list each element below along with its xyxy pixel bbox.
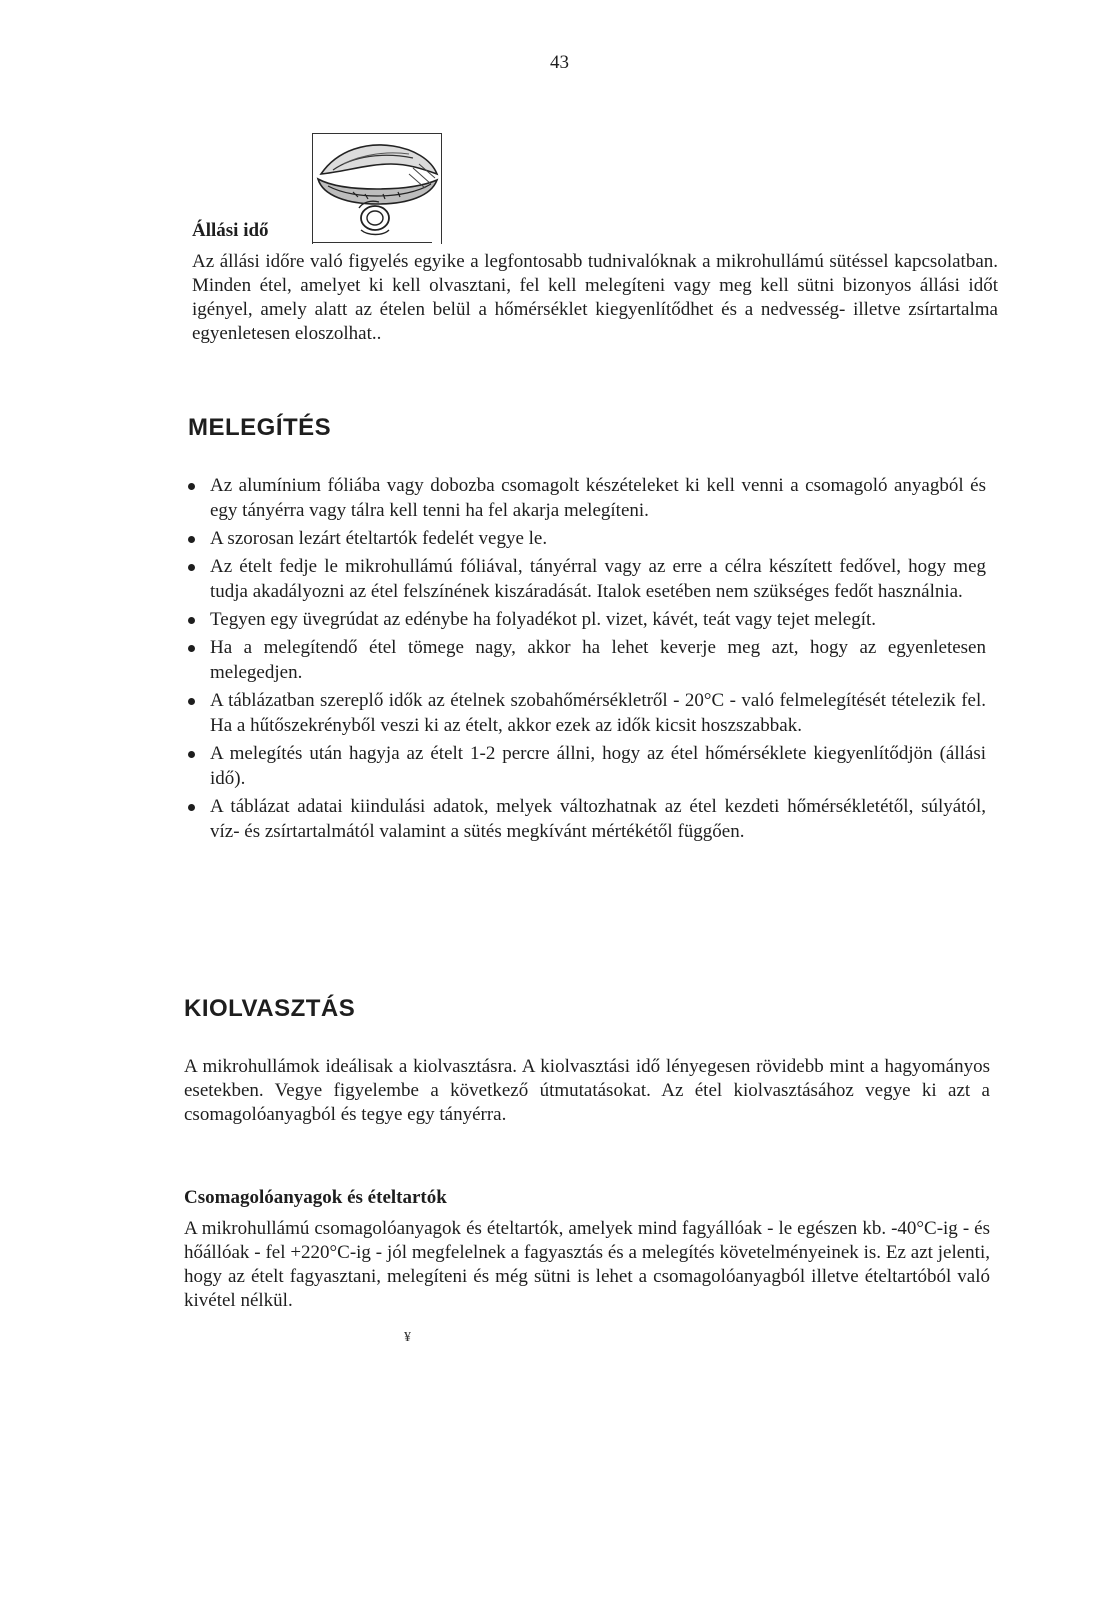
covered-dish-icon <box>312 133 442 244</box>
list-item: Az ételt fedje le mikrohullámú fóliával, tányérral vagy az erre a célra készített fedővel, hogy meg tudja akadályozni az étel felszínének kiszáradását. Italok esetében nem szükséges fedőt használnia. <box>186 554 986 604</box>
heating-title: MELEGÍTÉS <box>188 414 332 441</box>
bullet-icon <box>188 617 195 624</box>
list-item: Az alumínium fóliába vagy dobozba csomagolt készételeket ki kell venni a csomagoló anyagból és egy tányérra vagy tálra kell tenni ha fel akarja melegíteni. <box>186 473 986 523</box>
bullet-icon <box>188 751 195 758</box>
standing-time-paragraph: Az állási időre való figyelés egyike a legfontosabb tudnivalóknak a mikrohullámú sütéssel kapcsolatban. Minden étel, amelyet ki kell olvasztani, fel kell melegíteni vagy meg kell sütni bizonyos állási időt igényel, amely alatt az ételen belül a hőmérséklet kiegyenlítődhet és a nedvesség- illetve zsírtartalma egyenletesen eloszolhat.. <box>192 251 998 344</box>
packaging-heading: Csomagolóanyagok és ételtartók <box>184 1187 447 1208</box>
list-item: A táblázatban szereplő idők az ételnek szobahőmérsékletről - 20°C - való felmelegítését tételezik fel. Ha a hűtőszekrényből veszi ki az ételt, akkor ezek az idők kicsit hoszszabbak. <box>186 688 986 738</box>
packaging-paragraph: A mikrohullámú csomagolóanyagok és ételtartók, amelyek mind fagyállóak - le egészen kb. -40°C-ig - és hőállóak - fel +220°C-ig - jól megfelelnek a fagyasztás és a melegítés követelményeinek is. Ez azt jelenti, hogy az ételt fagyasztani, melegíteni és még sütni is lehet a csomagolóanyagból illetve ételtartóból való kivétel nélkül. <box>184 1218 990 1311</box>
list-item: Ha a melegítendő étel tömege nagy, akkor ha lehet keverje meg azt, hogy az egyenletesen melegedjen. <box>186 635 986 685</box>
bullet-icon <box>188 483 195 490</box>
defrosting-paragraph: A mikrohullámok ideálisak a kiolvasztásra. A kiolvasztási idő lényegesen rövidebb mint a hagyományos esetekben. Vegye figyelembe a következő útmutatásokat. Az étel kiolvasztásához vegye ki azt a csomagolóanyagból és tegye egy tányérra. <box>184 1056 990 1125</box>
bullet-icon <box>188 645 195 652</box>
defrosting-title: KIOLVASZTÁS <box>184 995 356 1022</box>
bullet-icon <box>188 536 195 543</box>
bullet-icon <box>188 804 195 811</box>
page-number: 43 <box>550 52 569 73</box>
list-item: A szorosan lezárt ételtartók fedelét vegye le. <box>186 526 986 551</box>
list-item: A táblázat adatai kiindulási adatok, melyek változhatnak az étel kezdeti hőmérsékletétől, súlyától, víz- és zsírtartalmától valamint a sütés megkívánt mértékétől függően. <box>186 794 986 844</box>
list-item: A melegítés után hagyja az ételt 1-2 percre állni, hogy az étel hőmérséklete kiegyenlítődjön (állási idő). <box>186 741 986 791</box>
bullet-icon <box>188 564 195 571</box>
heating-bullet-list <box>186 473 986 847</box>
bullet-icon <box>188 698 195 705</box>
list-item: Tegyen egy üvegrúdat az edénybe ha folyadékot pl. vizet, kávét, teát vagy tejet melegít. <box>186 607 986 632</box>
stray-mark: ¥ <box>404 1330 411 1345</box>
figure-underline <box>312 242 432 243</box>
standing-time-heading: Állási idő <box>192 220 269 241</box>
